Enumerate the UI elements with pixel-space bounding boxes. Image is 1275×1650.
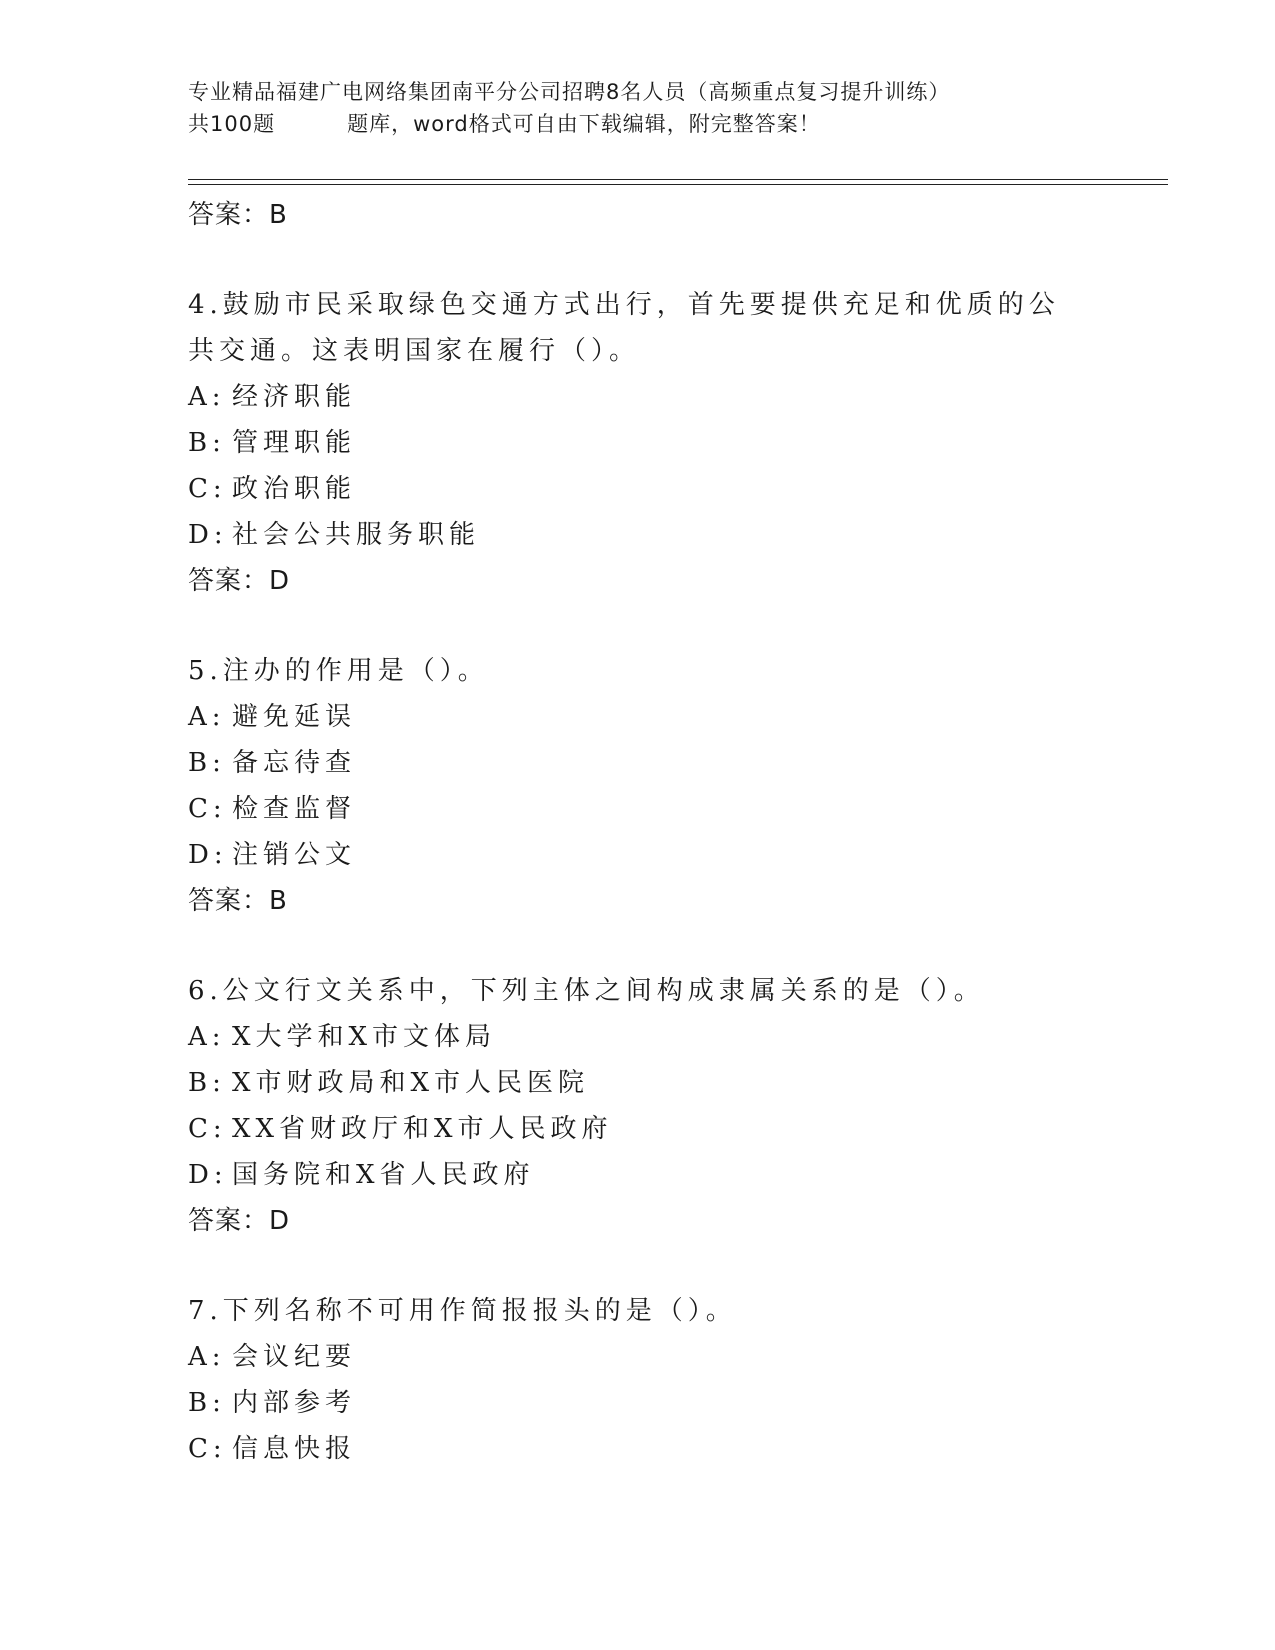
- header-rule-top: [188, 179, 1168, 180]
- question-6: [188, 968, 1088, 1244]
- option-text: 社会公共服务职能: [232, 520, 481, 550]
- option-b: [188, 420, 1088, 466]
- option-text: 管理职能: [232, 428, 357, 458]
- answer-q5: 答案：B: [188, 886, 288, 916]
- question-stem: 6.公文行文关系中，下列主体之间构成隶属关系的是（）。: [188, 976, 985, 1006]
- question-list: [188, 192, 1088, 1472]
- document-subtitle: [188, 108, 1168, 140]
- option-key: C:: [188, 794, 227, 824]
- option-key: A:: [188, 382, 226, 412]
- option-c: [188, 466, 1088, 512]
- option-text: 避免延误: [232, 702, 357, 732]
- option-key: A:: [188, 1022, 226, 1052]
- option-key: A:: [188, 1342, 226, 1372]
- option-text: 备忘待查: [232, 748, 357, 778]
- option-text: 检查监督: [232, 794, 357, 824]
- option-a: [188, 1014, 1088, 1060]
- option-a: [188, 694, 1088, 740]
- option-text: 注销公文: [232, 840, 357, 870]
- option-key: C:: [188, 1114, 227, 1144]
- document-header: [188, 76, 1168, 140]
- option-c: [188, 1106, 1088, 1152]
- option-text: 国务院和X省人民政府: [232, 1160, 535, 1190]
- answer-q3: 答案：B: [188, 200, 288, 230]
- option-key: C:: [188, 474, 227, 504]
- option-c: [188, 1426, 1088, 1472]
- option-text: 信息快报: [232, 1434, 357, 1464]
- document-title: 专业精品福建广电网络集团南平分公司招聘8名人员（高频重点复习提升训练）: [188, 80, 951, 104]
- option-text: X大学和X市文体局: [232, 1022, 497, 1052]
- option-text: XX省财政厅和X市人民政府: [232, 1114, 613, 1144]
- option-b: [188, 1060, 1088, 1106]
- option-key: B:: [188, 748, 226, 778]
- option-key: C:: [188, 1434, 227, 1464]
- option-b: [188, 740, 1088, 786]
- option-d: [188, 832, 1088, 878]
- option-key: B:: [188, 1388, 226, 1418]
- document-note: 题库，word格式可自由下载编辑，附完整答案！: [347, 112, 821, 136]
- question-count: 共100题: [188, 112, 276, 136]
- option-text: 会议纪要: [232, 1342, 357, 1372]
- option-key: B:: [188, 428, 226, 458]
- option-key: B:: [188, 1068, 226, 1098]
- option-a: [188, 1334, 1088, 1380]
- option-text: 经济职能: [232, 382, 357, 412]
- question-5: [188, 648, 1088, 924]
- answer-q6: 答案：D: [188, 1206, 291, 1236]
- option-a: [188, 374, 1088, 420]
- option-text: 政治职能: [232, 474, 357, 504]
- question-stem: 5.注办的作用是（）。: [188, 656, 489, 686]
- question-4: [188, 282, 1088, 604]
- answer-q4: 答案：D: [188, 566, 291, 596]
- question-7: [188, 1288, 1088, 1472]
- option-d: [188, 512, 1088, 558]
- option-text: 内部参考: [232, 1388, 357, 1418]
- header-rule-bottom: [188, 184, 1168, 185]
- option-b: [188, 1380, 1088, 1426]
- option-text: X市财政局和X市人民医院: [232, 1068, 590, 1098]
- question-stem: 7.下列名称不可用作简报报头的是（）。: [188, 1296, 737, 1326]
- option-c: [188, 786, 1088, 832]
- option-key: D:: [188, 520, 228, 550]
- option-key: A:: [188, 702, 226, 732]
- option-key: D:: [188, 1160, 228, 1190]
- option-d: [188, 1152, 1088, 1198]
- option-key: D:: [188, 840, 228, 870]
- question-stem: 4.鼓励市民采取绿色交通方式出行，首先要提供充足和优质的公共交通。这表明国家在履行（）。: [188, 290, 1060, 366]
